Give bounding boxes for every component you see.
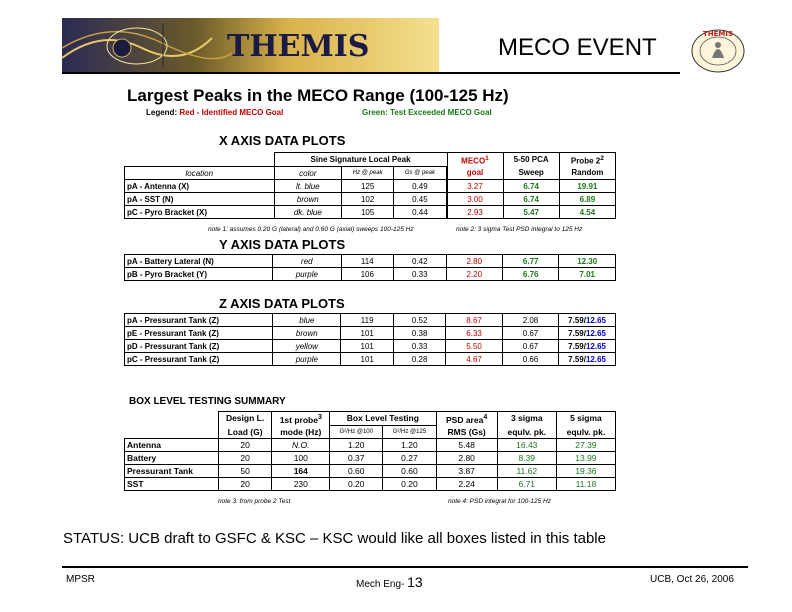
table-row: Antenna 20 N.O. 1.20 1.20 5.48 16.43 27.39 (125, 439, 616, 452)
slide-title: MECO EVENT (498, 34, 657, 61)
sine-peak-header: Sine Signature Local Peak (274, 153, 447, 167)
note-1: note 1: assumes 0.20 G (lateral) and 0.60 G (axial) sweeps 100-125 Hz (208, 226, 414, 233)
x-axis-title: X AXIS DATA PLOTS (219, 133, 346, 148)
x-axis-table: Sine Signature Local Peak MECO$^1$ 5-50 PCA Probe $2^2$ location color Hz @ peak Gs @ peak goal Sweep Random pA - Antenna (X) lt. blue 125 0.49 3.27 6.74 19.91 pA - SST (N) brown 102 0.45 3.00 6.74 6.89 pC - Pyro Bracket (X) dk. blue 105 0.44 2.93 5.47 4.54 (124, 152, 616, 219)
footer-rule (62, 566, 748, 568)
note-2: note 2: 3 sigma Test PSD integral to 125 Hz (456, 226, 583, 233)
themis-logo (62, 18, 439, 72)
table-row: SST 20 230 0.20 0.20 2.24 6.71 11.18 (125, 478, 616, 491)
table-row: pA - Antenna (X) lt. blue 125 0.49 3.27 6.74 19.91 (125, 180, 616, 193)
main-heading: Largest Peaks in the MECO Range (100-125 Hz) (127, 86, 509, 105)
box-summary-table: Design L. 1st probe$^3$ Box Level Testing PSD area$^4$ 3 sigma 5 sigma Load (G) mode (Hz) G²/Hz @100 G²/Hz @125 RMS (Gs) equlv. pk. equlv. pk. Antenna 20 N.O. 1.20 1.20 5.48 16.43 27.39 Battery 20 100 0.37 0.27 2.80 8.39 13.99 Pressurant Tank 50 164 0.60 0.60 3.87 11.62 19.36 SST 20 230 0.20 0.20 2.24 6.71 11.18 (124, 411, 616, 491)
footer-left: MPSR (66, 574, 95, 585)
table-row: pD - Pressurant Tank (Z) yellow 101 0.33 5.50 0.67 7.59/12.65 (125, 340, 616, 353)
logo-text: THEMIS (227, 29, 370, 64)
footer-center: Mech Eng- 13 (356, 574, 423, 590)
table-row: Battery 20 100 0.37 0.27 2.80 8.39 13.99 (125, 452, 616, 465)
legend-green: Green: Test Exceeded MECO Goal (362, 108, 492, 117)
table-row: pA - Pressurant Tank (Z) blue 119 0.52 8.67 2.08 7.59/12.65 (125, 314, 616, 327)
table-row: Pressurant Tank 50 164 0.60 0.60 3.87 11.62 19.36 (125, 465, 616, 478)
note-4: note 4: PSD integral for 100-125 Hz (448, 498, 551, 505)
table-row: pC - Pressurant Tank (Z) purple 101 0.28 4.67 0.66 7.59/12.65 (125, 353, 616, 366)
footer-right: UCB, Oct 26, 2006 (650, 574, 734, 585)
table-row: pC - Pyro Bracket (X) dk. blue 105 0.44 2.93 5.47 4.54 (125, 206, 616, 219)
z-axis-table (124, 313, 616, 366)
legend-red: Legend: Red - Identified MECO Goal (146, 108, 284, 117)
table-row: pA - Battery Lateral (N) red 114 0.42 2.80 6.77 12.30 (125, 255, 616, 268)
z-axis-title: Z AXIS DATA PLOTS (219, 296, 345, 311)
status-text: STATUS: UCB draft to GSFC & KSC – KSC would like all boxes listed in this table (63, 530, 606, 547)
header-rule (62, 72, 680, 74)
table-row: pA - SST (N) brown 102 0.45 3.00 6.74 6.89 (125, 193, 616, 206)
box-summary-title: BOX LEVEL TESTING SUMMARY (129, 396, 286, 407)
y-axis-table (124, 254, 616, 281)
y-axis-title: Y AXIS DATA PLOTS (219, 237, 346, 252)
seal-text: THEMIS (702, 30, 734, 38)
table-row: pB - Pyro Bracket (Y) purple 106 0.33 2.20 6.76 7.01 (125, 268, 616, 281)
themis-seal-icon (688, 28, 748, 74)
note-3: note 3: from probe 2 Test (218, 498, 291, 505)
table-row: pE - Pressurant Tank (Z) brown 101 0.38 6.33 0.67 7.59/12.65 (125, 327, 616, 340)
